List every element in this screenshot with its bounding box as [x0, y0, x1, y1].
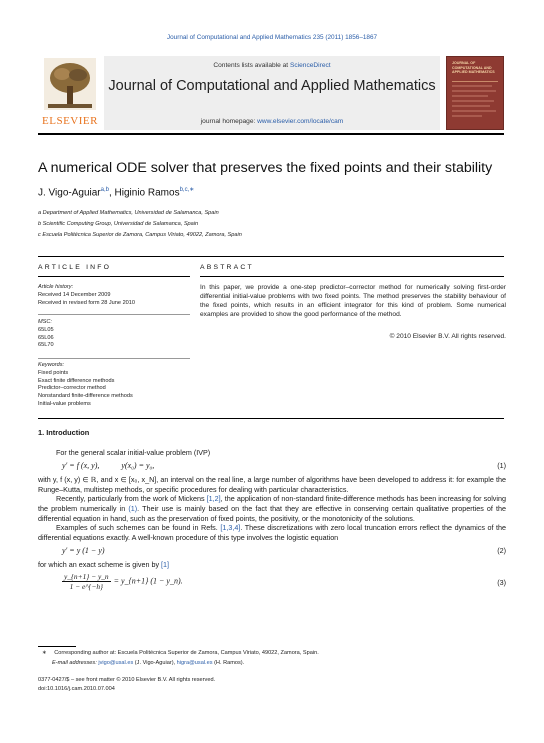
paragraph — [38, 494, 506, 523]
citation-link[interactable]: [1,2] — [206, 494, 221, 504]
msc-block — [38, 319, 54, 350]
header-rule — [38, 133, 504, 135]
msc-code: 65L06 — [38, 334, 54, 341]
email-owner: (H. Ramos). — [212, 660, 245, 666]
equation-number: (1) — [497, 461, 506, 471]
equation-number: (3) — [497, 577, 506, 587]
equation-2 — [38, 542, 506, 560]
author-list — [38, 186, 194, 198]
msc-code: 65L70 — [38, 342, 54, 349]
cover-rule — [452, 81, 498, 82]
equation-rhs: y(x₀) = y₀, — [121, 461, 155, 471]
equation-number: (2) — [497, 546, 506, 556]
cover-line — [452, 110, 496, 112]
paragraph: with y, f (x, y) ∈ ℝ, and x ∈ [x₀, x_N], an interval on the real line, a large number of algorithms have been developed to address it: for example the Runge–Kutta, multistep methods, or specific procedures for dealing with particular characteristics. — [38, 475, 506, 494]
author-separator: , — [108, 187, 115, 199]
keyword: Predictor–corrector method — [38, 385, 106, 392]
cover-line — [452, 85, 492, 87]
email-link[interactable]: jvigo@usal.es — [98, 660, 134, 666]
abstract-end-rule — [38, 418, 504, 419]
fraction-numerator: y_{n+1} − y_n — [64, 571, 109, 581]
journal-title: Journal of Computational and Applied Mathematics — [108, 78, 436, 94]
keywords-block — [38, 362, 133, 409]
contents-line — [104, 62, 440, 69]
paragraph — [38, 560, 506, 570]
equation-ref-link[interactable]: (1) — [128, 503, 138, 513]
text-span: . These discretizations with zero local truncation errors reflect the dynamics of the differential equations exactly. A well-known procedure of this type involves the logistic equation — [38, 523, 506, 542]
equation-3 — [38, 570, 506, 596]
history-label: Article history: — [38, 284, 74, 290]
article-body — [38, 428, 506, 596]
paper-title: A numerical ODE solver that preserves the fixed points and their stability — [38, 160, 493, 176]
homepage-link[interactable]: www.elsevier.com/locate/cam — [257, 118, 344, 125]
issn-line: 0377-0427/$ – see front matter © 2010 Elsevier B.V. All rights reserved. — [38, 677, 216, 683]
msc-label: MSC: — [38, 319, 52, 325]
text-span: . Their use is mainly based on the fact that they are effective in conserving certain qualitative properties of the differential equation in hand, such as the preservation of fixed points, the positivity, or the monotonicity of the solutions. — [38, 503, 506, 523]
publisher-name: ELSEVIER — [42, 115, 98, 127]
abstract-rule — [200, 276, 504, 277]
affiliation: b Scientific Computing Group, Universidad de Salamanca, Spain — [38, 221, 199, 227]
cover-line — [452, 115, 482, 117]
cover-line — [452, 100, 494, 102]
keyword: Exact finite difference methods — [38, 377, 115, 384]
equation-lhs: y′ = f (x, y), — [62, 461, 100, 471]
info-rule — [38, 276, 190, 277]
revised-date: Received in revised form 28 June 2010 — [38, 299, 136, 306]
keywords-label: Keywords: — [38, 362, 65, 368]
doi-link[interactable]: doi:10.1016/j.cam.2010.07.004 — [38, 686, 115, 692]
keyword: Fixed points — [38, 369, 69, 376]
cover-line — [452, 105, 490, 107]
running-head: Journal of Computational and Applied Mathematics 235 (2011) 1856–1867 — [166, 34, 378, 41]
text-span: for which an exact scheme is given by — [38, 560, 162, 570]
footnote-emails — [52, 660, 244, 666]
homepage-line — [104, 118, 440, 125]
affiliation-marker[interactable]: a,b — [100, 187, 109, 193]
equation-1 — [38, 457, 506, 475]
copyright-line: © 2010 Elsevier B.V. All rights reserved. — [389, 333, 506, 340]
footnote-text: Corresponding author at: Escuela Politécnica Superior de Zamora, Campus Viriato, 49022, Zamora, Spain. — [54, 650, 319, 656]
equation-fraction — [62, 572, 111, 591]
email-label: E-mail addresses: — [52, 660, 99, 666]
fraction-denominator: 1 − e^{−h} — [69, 581, 103, 591]
keyword: Initial-value problems — [38, 400, 91, 407]
info-divider — [38, 358, 190, 359]
homepage-prefix: journal homepage: — [200, 118, 258, 125]
citation-link[interactable]: [1] — [161, 560, 170, 570]
journal-cover-image — [446, 56, 504, 130]
text-span: Recently, particularly from the work of Mickens — [56, 494, 207, 504]
article-info-heading: ARTICLE INFO — [38, 264, 112, 271]
abstract-text: In this paper, we provide a one-step predictor–corrector method for numerically solving first-order differential initial-value problems with two fixed points. The method preserves the stability behaviour of the fixed points, which results in an efficient integrator for this kind of problem. Some numerical examples are provided to show the good performance of the method. — [200, 284, 506, 318]
citation-link[interactable]: [1,3,4] — [220, 523, 241, 533]
author-name: Higinio Ramos — [114, 187, 180, 199]
article-history — [38, 284, 135, 307]
section-rule — [38, 256, 504, 257]
cover-title: JOURNAL OF COMPUTATIONAL AND APPLIED MATHEMATICS — [452, 61, 495, 75]
text-span: Examples of such schemes can be found in Refs. — [56, 523, 221, 533]
footnote-rule — [38, 646, 76, 647]
author-name: J. Vigo-Aguiar — [38, 187, 101, 199]
email-owner: (J. Vigo-Aguiar), — [133, 660, 177, 666]
contents-prefix: Contents lists available at — [213, 62, 290, 69]
footnote-marker: ∗ — [42, 650, 47, 656]
affiliation-marker[interactable]: b,c,∗ — [179, 187, 195, 193]
equation-rhs: = y_{n+1} (1 − y_n). — [113, 576, 183, 586]
email-link[interactable]: higra@usal.es — [176, 660, 213, 666]
paragraph — [38, 523, 506, 542]
abstract-heading: ABSTRACT — [200, 264, 254, 271]
paragraph: For the general scalar initial-value problem (IVP) — [56, 447, 211, 457]
cover-line — [452, 90, 496, 92]
equation-expression: y′ = y (1 − y) — [62, 546, 105, 556]
text-span: , the application of non-standard finite-difference methods has been increasing for solving the problem numerically in — [38, 494, 506, 513]
sciencedirect-link[interactable]: ScienceDirect — [289, 62, 331, 69]
elsevier-logo — [38, 56, 102, 130]
cover-line — [452, 95, 488, 97]
footnote-corresponding — [42, 650, 319, 656]
keyword: Nonstandard finite-difference methods — [38, 393, 133, 400]
received-date: Received 14 December 2009 — [38, 291, 111, 298]
section-heading: 1. Introduction — [38, 428, 90, 437]
info-divider — [38, 314, 190, 315]
msc-code: 65L05 — [38, 326, 54, 333]
affiliation: c Escuela Politécnica Superior de Zamora, Campus Viriato, 49022, Zamora, Spain — [38, 232, 242, 238]
affiliation: a Department of Applied Mathematics, Universidad de Salamanca, Spain — [38, 210, 219, 216]
